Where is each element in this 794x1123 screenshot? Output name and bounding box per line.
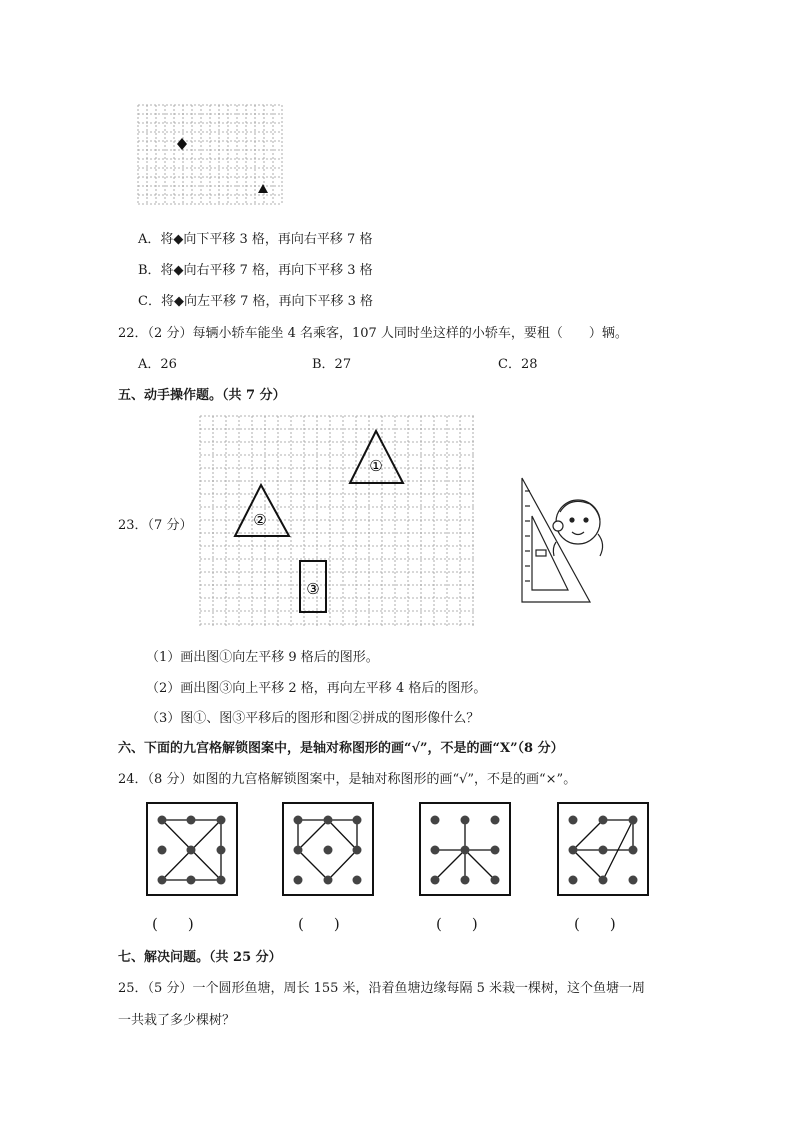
answer-blank-3[interactable]: ( ) bbox=[436, 915, 478, 933]
answer-blank-1[interactable]: ( ) bbox=[152, 915, 194, 933]
shape-2-label: ② bbox=[253, 511, 267, 529]
diamond-icon bbox=[177, 138, 187, 150]
pattern-4 bbox=[558, 803, 648, 895]
q22-option-c: C．28 bbox=[498, 357, 538, 372]
shape-1-label: ① bbox=[369, 457, 383, 475]
q22-option-b: B．27 bbox=[312, 357, 352, 372]
answer-blank-4[interactable]: ( ) bbox=[574, 915, 616, 933]
q21-option-c: C．将◆向左平移 7 格，再向下平移 3 格 bbox=[138, 294, 374, 309]
answer-blank-2[interactable]: ( ) bbox=[298, 915, 340, 933]
q24-stem: 24．（8 分）如图的九宫格解锁图案中，是轴对称图形的画“√”，不是的画“×”。 bbox=[118, 772, 577, 787]
section7-title: 七、解决问题。（共 25 分） bbox=[118, 950, 282, 965]
q25-line-2: 一共栽了多少棵树？ bbox=[118, 1013, 236, 1028]
shape-3-label: ③ bbox=[306, 580, 320, 598]
q23-sub-1: （1）画出图①向左平移 9 格后的图形。 bbox=[146, 650, 379, 665]
q23-sub-3: （3）图①、图③平移后的图形和图②拼成的图形像什么？ bbox=[146, 711, 480, 726]
set-square-child-illustration bbox=[522, 478, 603, 602]
q22-option-a: A．26 bbox=[138, 357, 177, 372]
q22-stem: 22．（2 分）每辆小轿车能坐 4 名乘客，107 人同时坐这样的小轿车，要租（ ）辆。 bbox=[118, 326, 628, 341]
pattern-2 bbox=[283, 803, 373, 895]
triangle-icon bbox=[258, 184, 268, 193]
q21-option-a: A．将◆向下平移 3 格，再向右平移 7 格 bbox=[138, 232, 373, 247]
section6-title: 六、下面的九宫格解锁图案中，是轴对称图形的画“√”，不是的画“X”（8 分） bbox=[118, 741, 564, 756]
q23-sub-2: （2）画出图③向上平移 2 格，再向左平移 4 格后的图形。 bbox=[146, 681, 487, 696]
section5-title: 五、动手操作题。（共 7 分） bbox=[118, 388, 286, 403]
q21-grid-figure bbox=[138, 105, 284, 209]
pattern-1 bbox=[147, 803, 237, 895]
q23-grid-figure bbox=[200, 416, 612, 630]
pattern-3 bbox=[420, 803, 510, 895]
q25-line-1: 25．（5 分）一个圆形鱼塘，周长 155 米，沿着鱼塘边缘每隔 5 米栽一棵树，这个鱼塘一周 bbox=[118, 981, 646, 996]
q21-option-b: B．将◆向右平移 7 格，再向下平移 3 格 bbox=[138, 263, 373, 278]
q23-label: 23．（7 分） bbox=[118, 518, 193, 533]
